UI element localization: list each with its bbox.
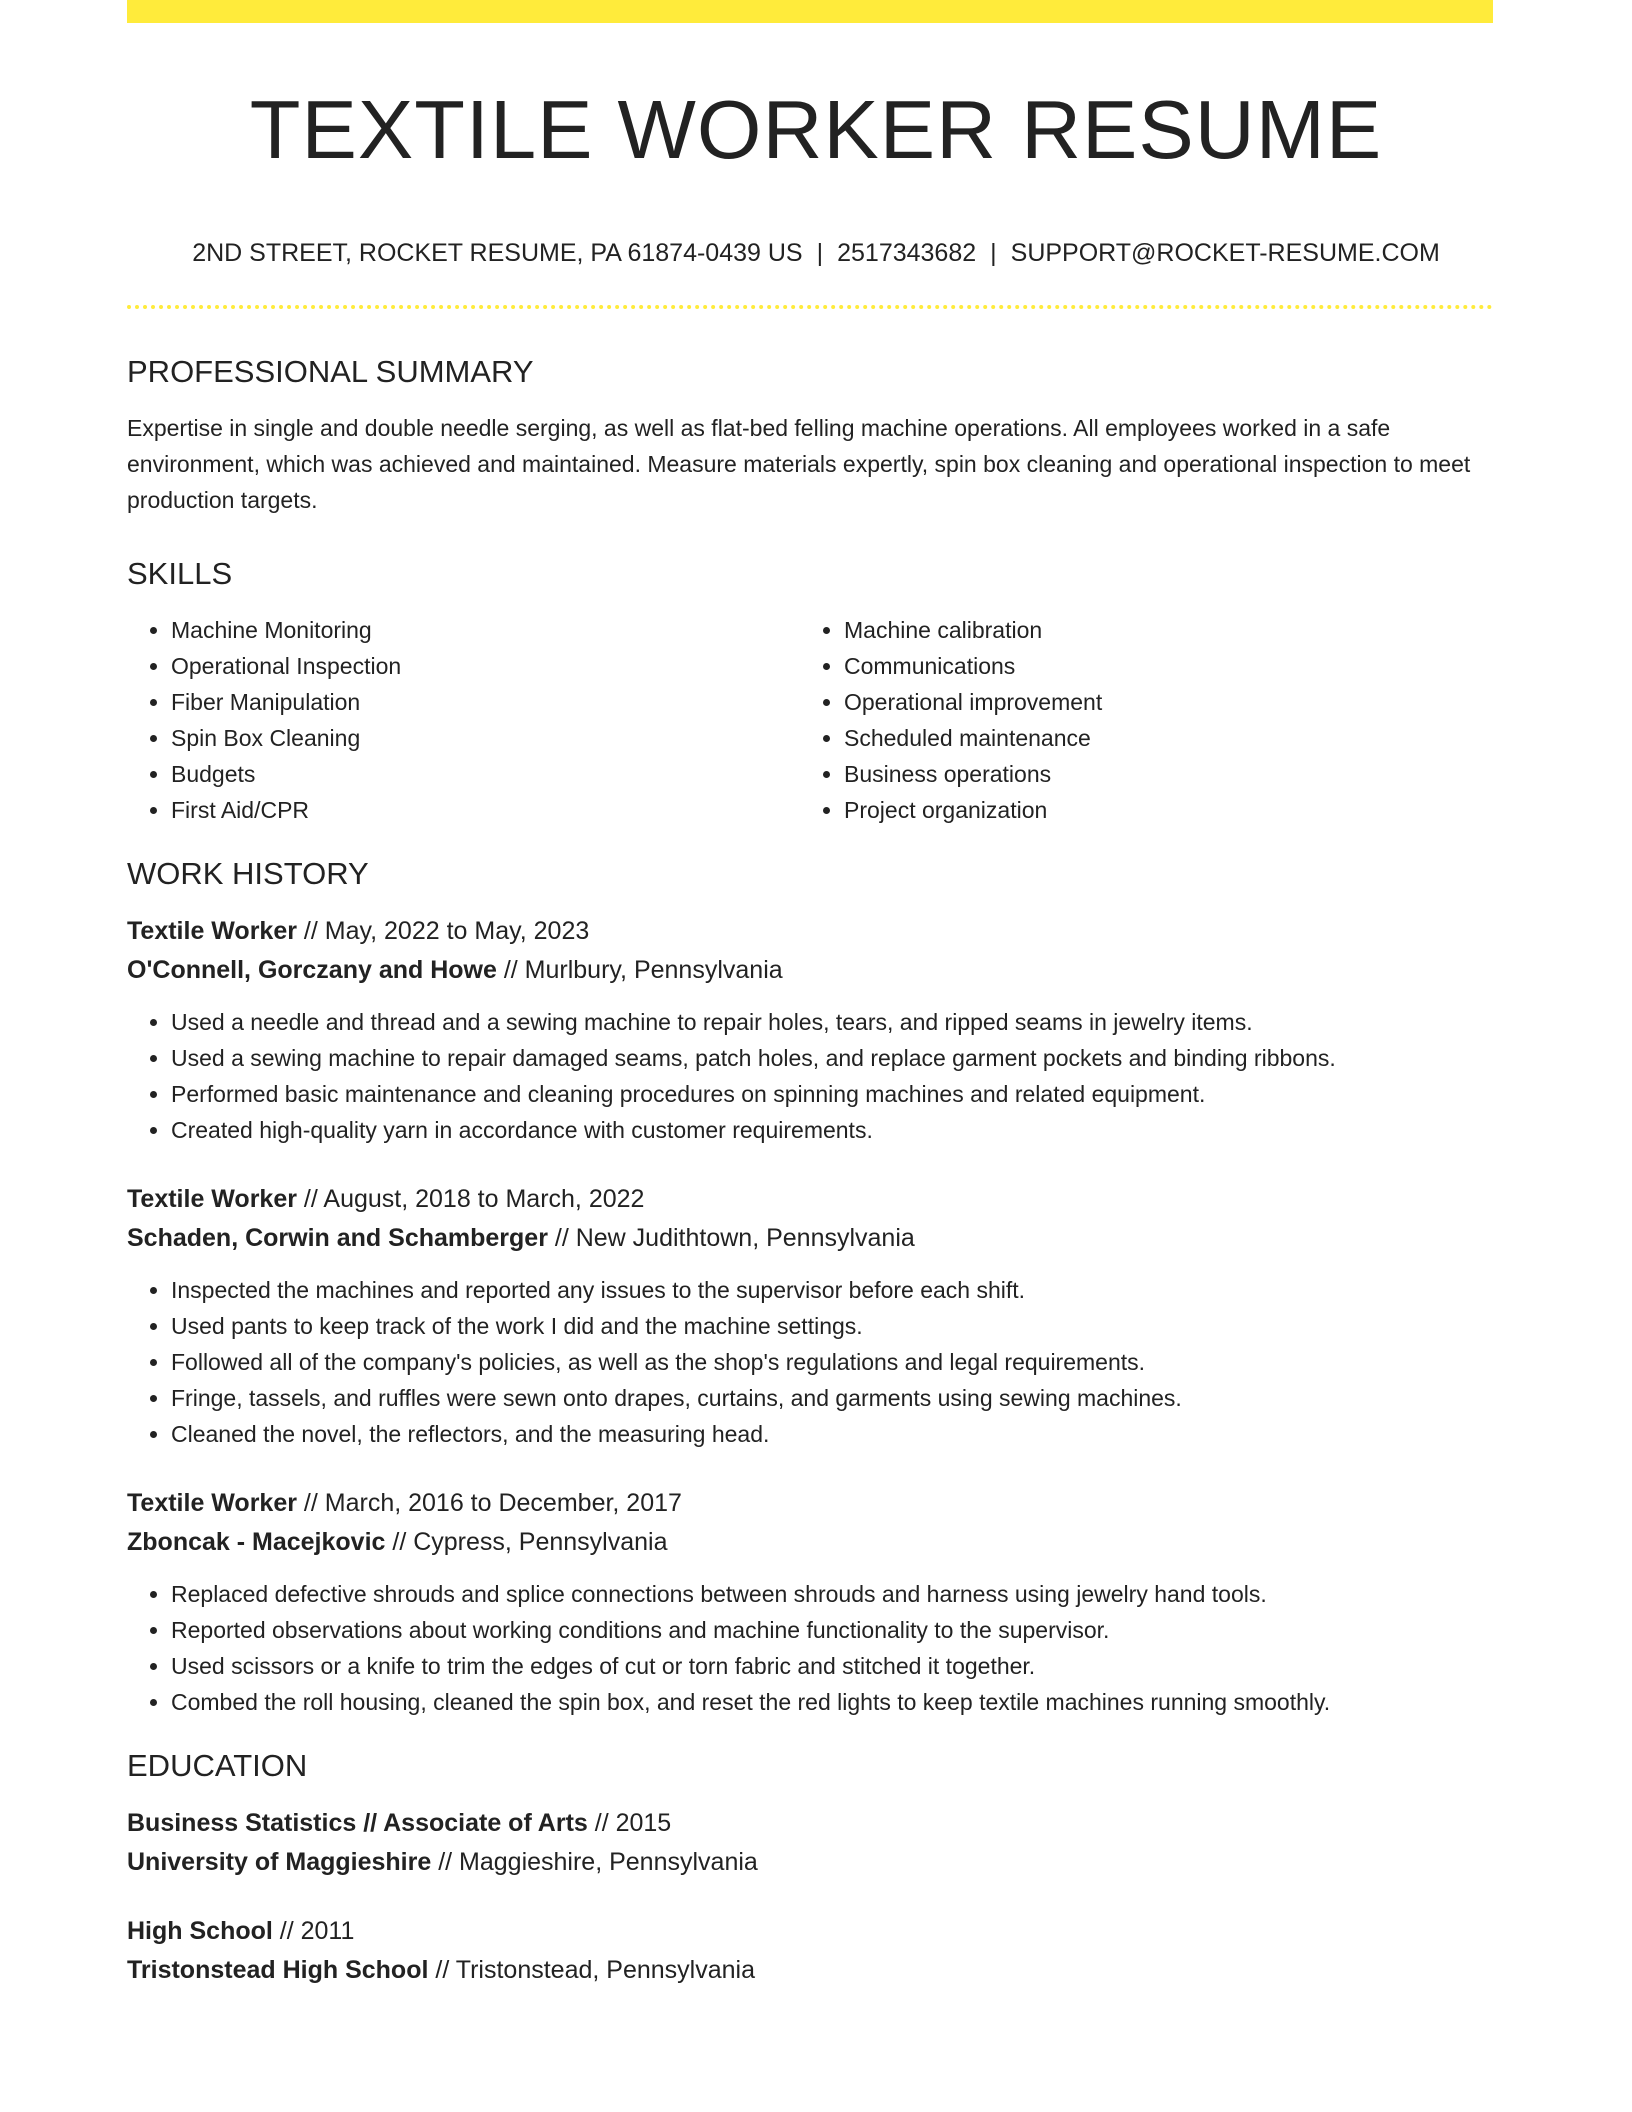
skill-item: • First Aid/CPR [171, 792, 800, 828]
job-title: Textile Worker [127, 917, 297, 945]
skills-column-right [800, 612, 1473, 828]
job-company: Zboncak - Macejkovic [127, 1528, 386, 1556]
skill-item: • Scheduled maintenance [844, 720, 1473, 756]
skill-item: • Spin Box Cleaning [171, 720, 800, 756]
contact-line [0, 236, 1632, 270]
top-accent-bar [127, 0, 1493, 23]
education-year: // 2011 [272, 1917, 355, 1945]
dotted-divider [127, 305, 1493, 309]
skill-item: • Fiber Manipulation [171, 684, 800, 720]
job-company-line [127, 1219, 1493, 1258]
resume-content [127, 352, 1493, 1990]
job-bullet: • Cleaned the novel, the reflectors, and the measuring head. [171, 1416, 1493, 1452]
job-bullet: • Combed the roll housing, cleaned the spin box, and reset the red lights to keep textile machines running smoothly. [171, 1684, 1493, 1720]
job-location: // Murlbury, Pennsylvania [496, 956, 783, 984]
skills-heading: SKILLS [127, 556, 233, 591]
job-bullet: • Used a sewing machine to repair damaged seams, patch holes, and replace garment pockets and binding ribbons. [171, 1040, 1493, 1076]
job-title-line [127, 1484, 1493, 1523]
job-entry [127, 912, 1493, 1148]
summary-text: Expertise in single and double needle serging, as well as flat-bed felling machine operations. All employees worked in a safe environment, which was achieved and maintained. Measure materials expertly, spin box cleaning and operational inspection to meet production targets. [127, 415, 1471, 513]
education-degree: High School [127, 1917, 273, 1945]
job-title: Textile Worker [127, 1489, 297, 1517]
job-dates: // March, 2016 to December, 2017 [296, 1489, 682, 1517]
education-location: // Maggieshire, Pennsylvania [431, 1848, 758, 1876]
education-entry [127, 1912, 1493, 1990]
education-year: // 2015 [587, 1809, 672, 1837]
skill-item: • Machine Monitoring [171, 612, 800, 648]
job-title-line [127, 1180, 1493, 1219]
job-bullet: • Reported observations about working conditions and machine functionality to the supervisor. [171, 1612, 1493, 1648]
contact-separator: | [816, 239, 824, 267]
education-degree: Business Statistics // Associate of Arts [127, 1809, 588, 1837]
job-bullets [127, 1004, 1493, 1148]
job-bullet: • Replaced defective shrouds and splice connections between shrouds and harness using jewelry hand tools. [171, 1576, 1493, 1612]
job-bullets [127, 1576, 1493, 1720]
contact-phone: 2517343682 [837, 239, 977, 267]
skill-item: • Communications [844, 648, 1473, 684]
job-dates: // August, 2018 to March, 2022 [296, 1185, 645, 1213]
job-entry [127, 1180, 1493, 1452]
job-bullet: • Fringe, tassels, and ruffles were sewn onto drapes, curtains, and garments using sewing machines. [171, 1380, 1493, 1416]
contact-address: 2ND STREET, ROCKET RESUME, PA 61874-0439 US [192, 239, 803, 267]
job-company-line [127, 1523, 1493, 1562]
job-title: Textile Worker [127, 1185, 297, 1213]
job-bullet: • Created high-quality yarn in accordance with customer requirements. [171, 1112, 1493, 1148]
education-school-line [127, 1951, 1493, 1990]
summary-heading: PROFESSIONAL SUMMARY [127, 354, 534, 389]
skill-item: • Machine calibration [844, 612, 1473, 648]
job-company: O'Connell, Gorczany and Howe [127, 956, 497, 984]
job-location: // New Judithtown, Pennsylvania [547, 1224, 915, 1252]
job-location: // Cypress, Pennsylvania [385, 1528, 668, 1556]
job-bullet: • Performed basic maintenance and cleaning procedures on spinning machines and related equipment. [171, 1076, 1493, 1112]
work-history-heading: WORK HISTORY [127, 856, 369, 891]
education-degree-line [127, 1912, 1493, 1951]
job-entry [127, 1484, 1493, 1720]
job-bullet: • Inspected the machines and reported any issues to the supervisor before each shift. [171, 1272, 1493, 1308]
education-school: Tristonstead High School [127, 1956, 429, 1984]
job-bullet: • Followed all of the company's policies, as well as the shop's regulations and legal requirements. [171, 1344, 1493, 1380]
contact-separator: | [990, 239, 997, 267]
job-dates: // May, 2022 to May, 2023 [296, 917, 590, 945]
education-school-line [127, 1843, 1493, 1882]
skills-column-left [127, 612, 800, 828]
contact-email[interactable]: SUPPORT@ROCKET-RESUME.COM [1010, 239, 1440, 267]
job-bullets [127, 1272, 1493, 1452]
education-heading: EDUCATION [127, 1748, 308, 1783]
job-company: Schaden, Corwin and Schamberger [127, 1224, 548, 1252]
job-bullet: • Used pants to keep track of the work I did and the machine settings. [171, 1308, 1493, 1344]
job-company-line [127, 951, 1493, 990]
job-bullet: • Used scissors or a knife to trim the edges of cut or torn fabric and stitched it together. [171, 1648, 1493, 1684]
job-bullet: • Used a needle and thread and a sewing machine to repair holes, tears, and ripped seams in jewelry items. [171, 1004, 1493, 1040]
skill-item: • Operational Inspection [171, 648, 800, 684]
education-location: // Tristonstead, Pennsylvania [428, 1956, 755, 1984]
skill-item: • Operational improvement [844, 684, 1473, 720]
skills-list [127, 612, 1493, 828]
skill-item: • Project organization [844, 792, 1473, 828]
education-entry [127, 1804, 1493, 1882]
education-school: University of Maggieshire [127, 1848, 432, 1876]
job-title-line [127, 912, 1493, 951]
education-degree-line [127, 1804, 1493, 1843]
resume-title: TEXTILE WORKER RESUME [249, 83, 1383, 176]
skill-item: • Budgets [171, 756, 800, 792]
skill-item: • Business operations [844, 756, 1473, 792]
